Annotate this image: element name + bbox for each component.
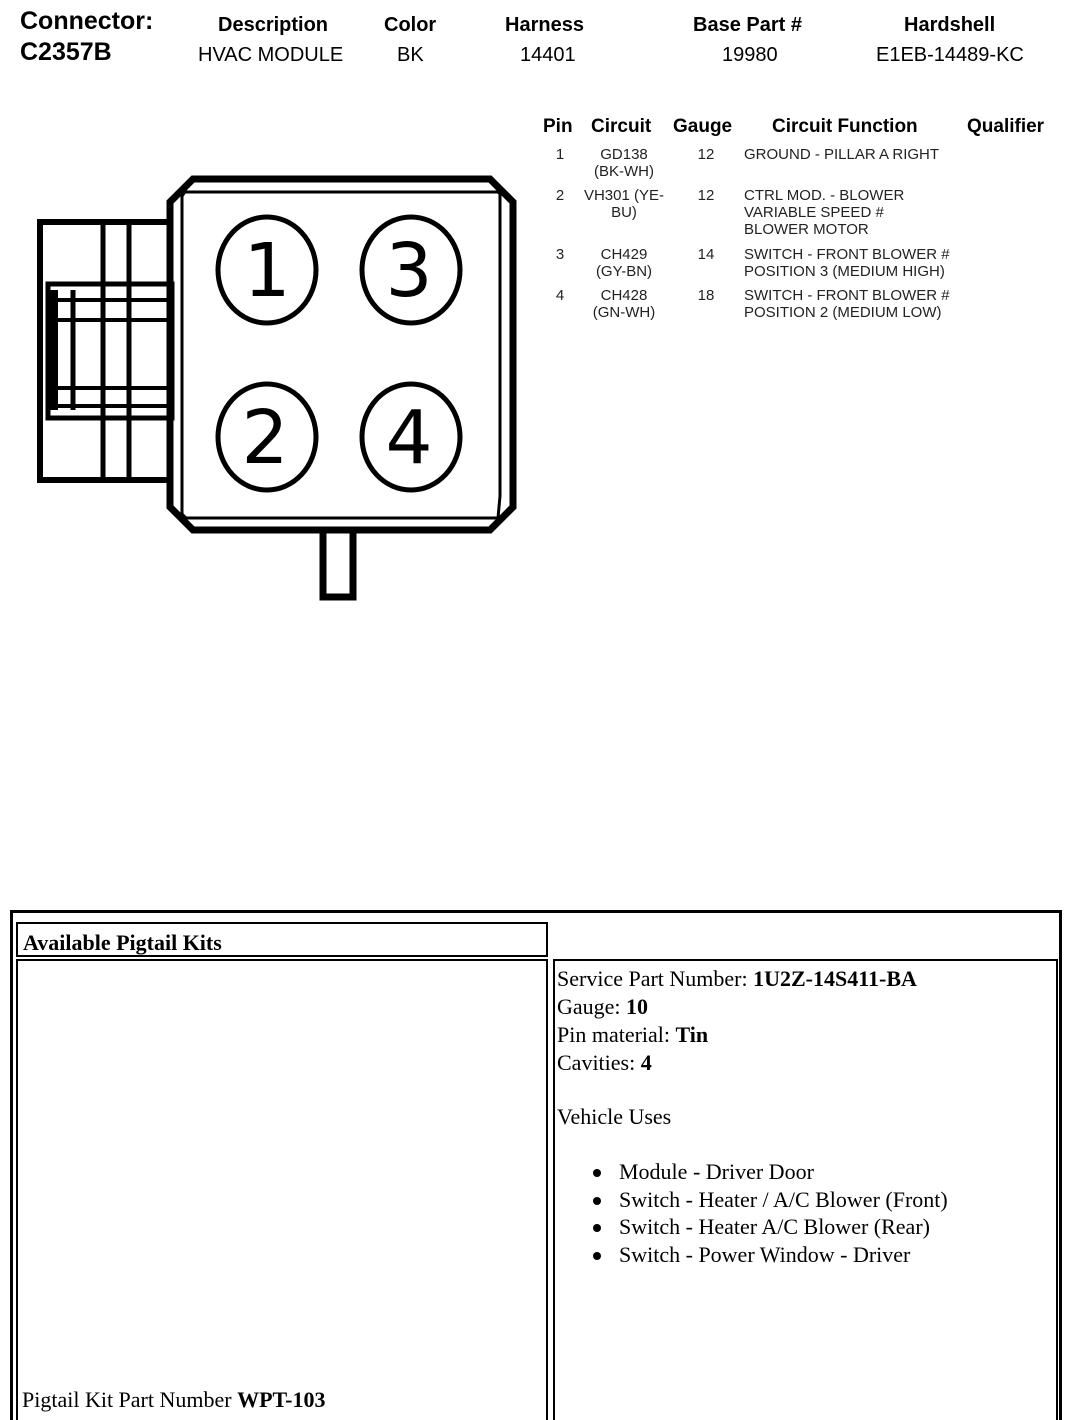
connector-id: C2357B [20,38,112,66]
header-harness-value: 14401 [520,44,576,66]
connector-housing [170,179,513,530]
function-cell [744,246,974,280]
header-color-label: Color [384,14,437,36]
function-line: VARIABLE SPEED # [744,204,884,221]
pigtail-details-cell [553,959,1058,1420]
circuit-color: (GY-BN) [595,263,653,280]
function-cell [744,187,974,238]
list-item: Switch - Heater / A/C Blower (Front) [593,1186,948,1214]
gauge-value: 10 [626,994,649,1019]
pin-number: 2 [555,187,565,204]
kit-part-value: WPT-103 [237,1387,326,1412]
pigtail-image-cell [16,959,548,1420]
gauge-cell: 12 [697,146,715,163]
circuit-cell [578,287,670,321]
gauge-label: Gauge: [557,994,621,1019]
function-line: POSITION 2 (MEDIUM LOW) [744,304,942,321]
circuit-color: BU) [611,204,637,221]
circuit-color: (GN-WH) [592,304,656,321]
pigtail-title: Available Pigtail Kits [23,930,222,955]
circuit-code: VH301 (YE- [583,187,665,204]
circuit-color: (BK-WH) [594,163,654,180]
gauge-row [557,993,948,1021]
circuit-code: CH429 [600,246,648,263]
cavities-label: Cavities: [557,1050,636,1075]
connector-face-diagram [0,160,540,610]
cavities-value: 4 [640,1050,652,1075]
kit-part-label: Pigtail Kit Part Number [22,1387,232,1412]
header-hardshell-value: E1EB-14489-KC [876,44,1024,66]
cavities-row [557,1049,948,1077]
pin-number: 1 [555,146,565,163]
list-item: Switch - Heater A/C Blower (Rear) [593,1213,948,1241]
pigtail-kits-section [10,910,1062,1420]
function-line: CTRL MOD. - BLOWER [744,187,905,204]
header-base-part-value: 19980 [722,44,778,66]
pin-header: Pin [543,116,573,137]
header-description-label: Description [218,14,329,36]
service-part-value: 1U2Z-14S411-BA [753,966,917,991]
function-line: GROUND - PILLAR A RIGHT [744,146,940,163]
circuit-header: Circuit [591,116,652,137]
pigtail-details [557,965,948,1268]
circuit-cell [578,187,670,221]
function-cell [744,287,974,321]
list-item: Module - Driver Door [593,1158,948,1186]
header-base-part-label: Base Part # [693,14,802,36]
connector-label: Connector: [20,7,154,35]
circuit-code: CH428 [600,287,648,304]
pin-number: 3 [555,246,565,263]
gauge-header: Gauge [673,116,733,137]
gauge-cell: 12 [697,187,715,204]
gauge-cell: 18 [697,287,715,304]
pin-material-value: Tin [675,1022,709,1047]
function-line: POSITION 3 (MEDIUM HIGH) [744,263,945,280]
circuit-cell [578,246,670,280]
pin-material-row [557,1021,948,1049]
cavity-1-label: 1 [243,228,291,314]
header-harness-label: Harness [505,14,584,36]
pigtail-title-cell [16,922,548,957]
gauge-cell: 14 [697,246,715,263]
connector-header [20,6,153,68]
circuit-function-header: Circuit Function [772,116,918,137]
list-item: Switch - Power Window - Driver [593,1241,948,1269]
vehicle-uses-list [557,1158,948,1268]
circuit-code: GD138 [600,146,648,163]
service-part-row [557,965,948,993]
function-line: SWITCH - FRONT BLOWER # [744,287,950,304]
cavity-4-label: 4 [385,395,433,481]
header-hardshell-label: Hardshell [904,14,996,36]
qualifier-header: Qualifier [967,116,1045,137]
circuit-cell [578,146,670,180]
vehicle-uses-title: Vehicle Uses [557,1104,672,1129]
header-description-value: HVAC MODULE [198,44,344,66]
function-cell [744,146,974,163]
pin-number: 4 [555,287,565,304]
side-latch [40,222,172,480]
function-line: SWITCH - FRONT BLOWER # [744,246,950,263]
service-part-label: Service Part Number: [557,966,748,991]
pin-material-label: Pin material: [557,1022,671,1047]
pigtail-kit-part-number [22,1387,326,1413]
key-tab [323,530,353,597]
cavity-2-label: 2 [241,395,289,481]
function-line: BLOWER MOTOR [744,221,869,238]
header-color-value: BK [397,44,424,66]
cavity-3-label: 3 [385,228,433,314]
